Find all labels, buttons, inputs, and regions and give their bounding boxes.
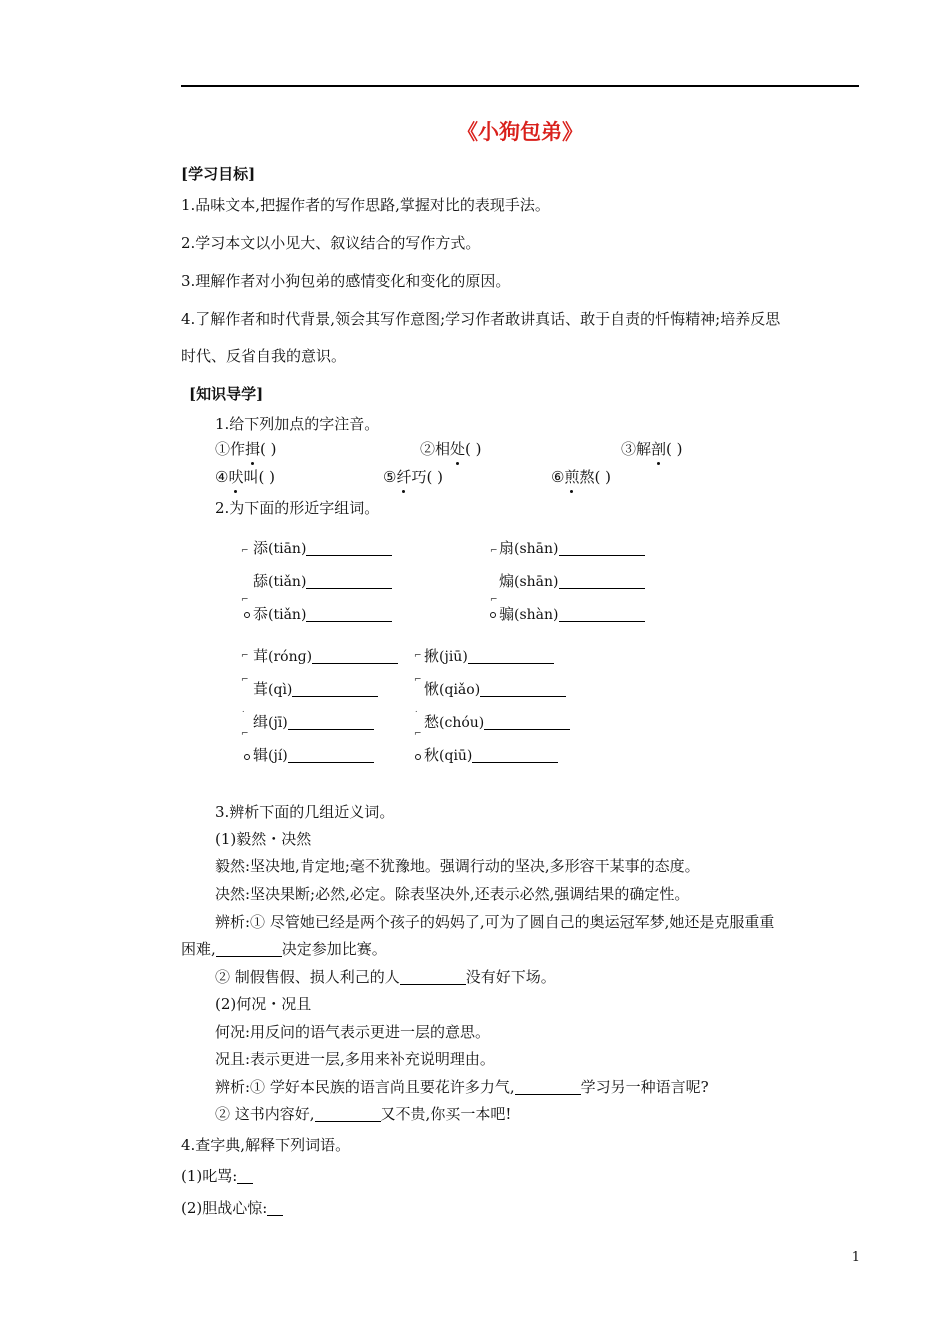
dotted-char: 煎	[564, 468, 580, 486]
brace-mark: ⌐	[241, 675, 249, 685]
word-item: 揪(jiū)	[424, 645, 554, 666]
pinyin-item: ⑤纤巧( )	[383, 468, 443, 486]
word-item: 扇(shān)	[499, 537, 645, 558]
brace-ring	[490, 612, 496, 618]
word-item: 忝(tiǎn)	[253, 603, 392, 624]
word-item: 茸(rónɡ)	[253, 645, 398, 666]
brace-mark: ⌐	[241, 595, 249, 605]
q4-item: (1)叱骂:	[181, 1165, 253, 1186]
pinyin-item: ③解剖( )	[621, 440, 683, 458]
dotted-char: 纤	[396, 468, 412, 486]
brace-mark: ⌐	[490, 546, 498, 556]
brace-mark: ⌐	[490, 595, 498, 605]
dotted-char: 剖	[651, 440, 667, 458]
word-item: 辑(jí)	[253, 744, 374, 765]
word-item: 愀(qiǎo)	[424, 678, 566, 699]
word-item: 舔(tiǎn)	[253, 570, 392, 591]
pinyin-item: ④吠叫( )	[215, 468, 275, 486]
goal-item: 4.了解作者和时代背景,领会其写作意图;学习作者敢讲真话、敢于自责的忏悔精神;培养反思	[181, 310, 781, 328]
pinyin-item: ①作揖( )	[215, 440, 277, 458]
definition: 况且:表示更进一层,多用来补充说明理由。	[215, 1050, 495, 1068]
goal-item: 3.理解作者对小狗包弟的感情变化和变化的原因。	[181, 272, 511, 290]
goal-item: 2.学习本文以小见大、叙议结合的写作方式。	[181, 234, 481, 252]
dotted-char: 吠	[228, 468, 244, 486]
q4-prompt: 4.查字典,解释下列词语。	[181, 1136, 351, 1154]
brace-ring	[244, 754, 250, 760]
brace-mark: ˙	[414, 711, 419, 721]
word-item: 缉(jī)	[253, 711, 374, 732]
word-item: 添(tiān)	[253, 537, 392, 558]
brace-ring	[244, 612, 250, 618]
brace-mark: ⌐	[241, 546, 249, 556]
q1-prompt: 1.给下列加点的字注音。	[215, 415, 380, 433]
pinyin-item: ⑥煎熬( )	[551, 468, 611, 486]
goal-item: 时代、反省自我的意识。	[181, 347, 347, 365]
pair-label: (2)何况・况且	[215, 995, 312, 1013]
pair-label: (1)毅然・决然	[215, 830, 312, 848]
brace-mark: ⌐	[414, 651, 422, 661]
header-rule	[181, 85, 859, 87]
word-item: 煽(shān)	[499, 570, 645, 591]
example: 辨析:① 尽管她已经是两个孩子的妈妈了,可为了圆自己的奥运冠军梦,她还是克服重重	[215, 913, 775, 931]
word-item: 骟(shàn)	[499, 603, 645, 624]
word-item: 愁(chóu)	[424, 711, 570, 732]
document-title: 《小狗包弟》	[457, 119, 583, 144]
dotted-char: 处	[450, 440, 466, 458]
dotted-char: 揖	[245, 440, 261, 458]
example: ② 制假售假、损人利己的人 没有好下场。	[215, 968, 556, 986]
q4-item: (2)胆战心惊:	[181, 1197, 283, 1218]
example: ② 这书内容好, 又不贵,你买一本吧!	[215, 1105, 512, 1123]
brace-mark: ⌐	[241, 729, 249, 739]
q2-prompt: 2.为下面的形近字组词。	[215, 499, 380, 517]
brace-mark: ˙	[241, 711, 246, 721]
example: 困难, 决定参加比赛。	[181, 940, 387, 958]
q3-prompt: 3.辨析下面的几组近义词。	[215, 803, 395, 821]
brace-ring	[415, 754, 421, 760]
goal-item: 1.品味文本,把握作者的写作思路,掌握对比的表现手法。	[181, 196, 550, 214]
guide-heading: [知识导学]	[189, 385, 264, 403]
brace-mark: ⌐	[414, 675, 422, 685]
word-item: 秋(qiū)	[424, 744, 558, 765]
pinyin-item: ②相处( )	[420, 440, 482, 458]
page-number: 1	[851, 1250, 860, 1265]
brace-mark: ⌐	[414, 729, 422, 739]
goals-heading: [学习目标]	[181, 165, 256, 183]
definition: 决然:坚决果断;必然,必定。除表坚决外,还表示必然,强调结果的确定性。	[215, 885, 690, 903]
definition: 毅然:坚决地,肯定地;毫不犹豫地。强调行动的坚决,多形容干某事的态度。	[215, 857, 700, 875]
word-item: 葺(qì)	[253, 678, 378, 699]
example: 辨析:① 学好本民族的语言尚且要花许多力气, 学习另一种语言呢?	[215, 1078, 709, 1096]
definition: 何况:用反问的语气表示更进一层的意思。	[215, 1023, 491, 1041]
brace-mark: ⌐	[241, 651, 249, 661]
